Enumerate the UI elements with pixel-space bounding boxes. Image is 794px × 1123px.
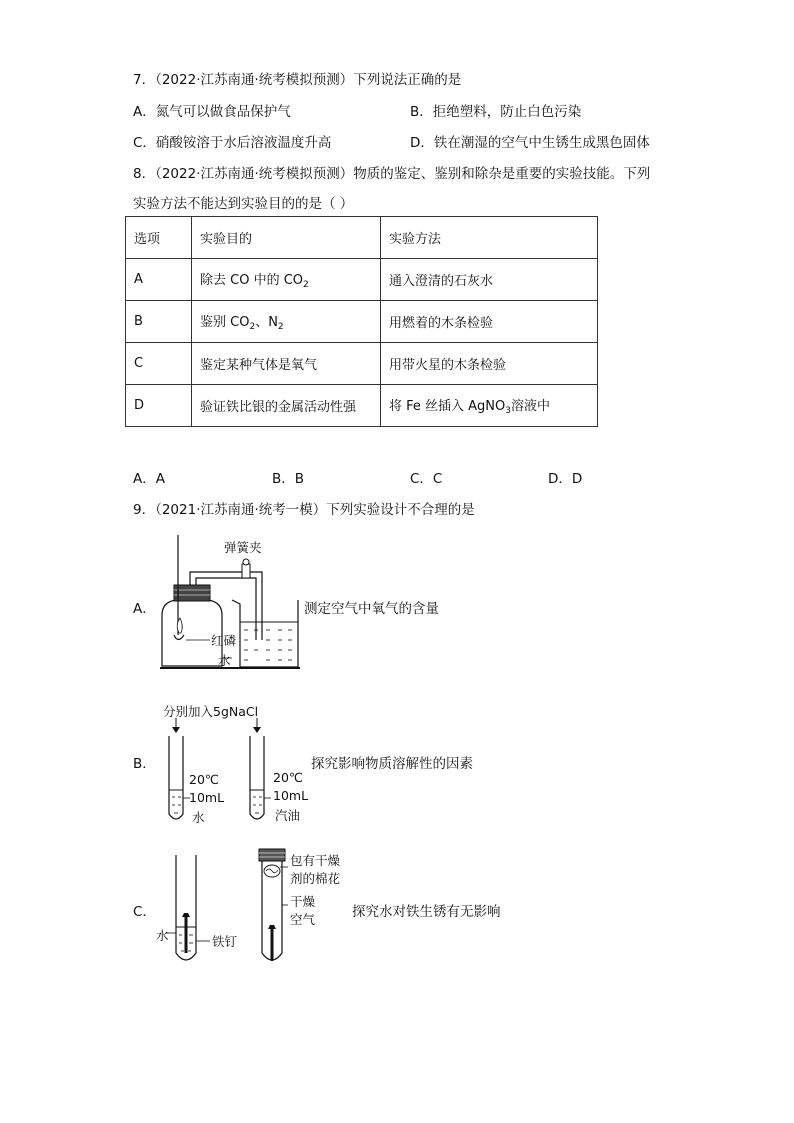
clamp-label: 弹簧夹 [224, 540, 262, 555]
row-purpose: 验证铁比银的金属活动性强 [192, 385, 381, 427]
dry-air-label-line1: 干燥 [290, 894, 316, 909]
q8-stem-line2: 实验方法不能达到实验目的的是（ ） [133, 196, 354, 212]
nail-label: 铁钉 [212, 934, 238, 949]
q9c-description: 探究水对铁生锈有无影响 [352, 904, 501, 920]
q7-stem: 7．（2022·江苏南通·统考模拟预测）下列说法正确的是 [133, 72, 462, 88]
c-water-label: 水 [156, 928, 169, 943]
q9a-marker: A． [133, 601, 156, 617]
table-row [126, 385, 598, 427]
row-method: 用燃着的木条检验 [381, 301, 598, 343]
header-method: 实验方法 [381, 217, 598, 259]
tube2-volume: 10mL [273, 788, 309, 803]
water-label: 水 [218, 653, 231, 668]
header-purpose: 实验目的 [192, 217, 381, 259]
cotton-label-line2: 剂的棉花 [290, 871, 341, 886]
q9-stem: 9．（2021·江苏南通·统考一模）下列实验设计不合理的是 [133, 502, 475, 518]
table-row [126, 301, 598, 343]
q9a-description: 测定空气中氧气的含量 [304, 601, 439, 617]
tube2-temp: 20℃ [273, 770, 303, 785]
tube1-solvent: 水 [192, 810, 205, 825]
q9b-description: 探究影响物质溶解性的因素 [311, 756, 473, 772]
q8-option-d: D．D [548, 471, 583, 487]
row-method: 用带火星的木条检验 [381, 343, 598, 385]
q8-stem-line1: 8．（2022·江苏南通·统考模拟预测）物质的鉴定、鉴别和除杂是重要的实验技能。下列 [133, 166, 651, 182]
tube2-solvent: 汽油 [275, 808, 301, 823]
table-row [126, 343, 598, 385]
q7-option-b: B．拒绝塑料，防止白色污染 [410, 104, 582, 120]
row-option: A [126, 259, 192, 301]
table-row [126, 259, 598, 301]
row-purpose: 鉴别 $CO_2$、$N_2$ [192, 301, 381, 343]
rust-test-tubes [160, 845, 300, 970]
q7-option-a: A．氮气可以做食品保护气 [133, 104, 291, 120]
dry-air-label-line2: 空气 [290, 912, 316, 927]
row-option: B [126, 301, 192, 343]
header-option: 选项 [126, 217, 192, 259]
row-method: 将 Fe 丝插入 AgNO$_3$溶液中 [381, 385, 598, 427]
solubility-test-tubes [160, 718, 280, 828]
q9b-marker: B． [133, 756, 156, 772]
table-header-row [126, 217, 598, 259]
tube1-temp: 20℃ [189, 772, 219, 787]
nacl-label: 分别加入5gNaCl [163, 704, 259, 719]
tube1-volume: 10mL [189, 790, 225, 805]
q8-option-c: C．C [410, 471, 443, 487]
q8-option-b: B．B [272, 471, 305, 487]
phosphorus-label: 红磷 [211, 633, 237, 648]
q8-option-a: A．A [133, 471, 165, 487]
row-purpose: 鉴定某种气体是氧气 [192, 343, 381, 385]
row-option: D [126, 385, 192, 427]
q7-option-c: C．硝酸铵溶于水后溶液温度升高 [133, 135, 332, 151]
q8-experiment-table [125, 216, 598, 427]
cotton-label-line1: 包有干燥 [290, 853, 341, 868]
row-purpose: 除去 CO 中的 $CO_2$ [192, 259, 381, 301]
q9c-marker: C． [133, 904, 156, 920]
row-method: 通入澄清的石灰水 [381, 259, 598, 301]
row-option: C [126, 343, 192, 385]
q7-option-d: D．铁在潮湿的空气中生锈生成黑色固体 [410, 135, 650, 151]
